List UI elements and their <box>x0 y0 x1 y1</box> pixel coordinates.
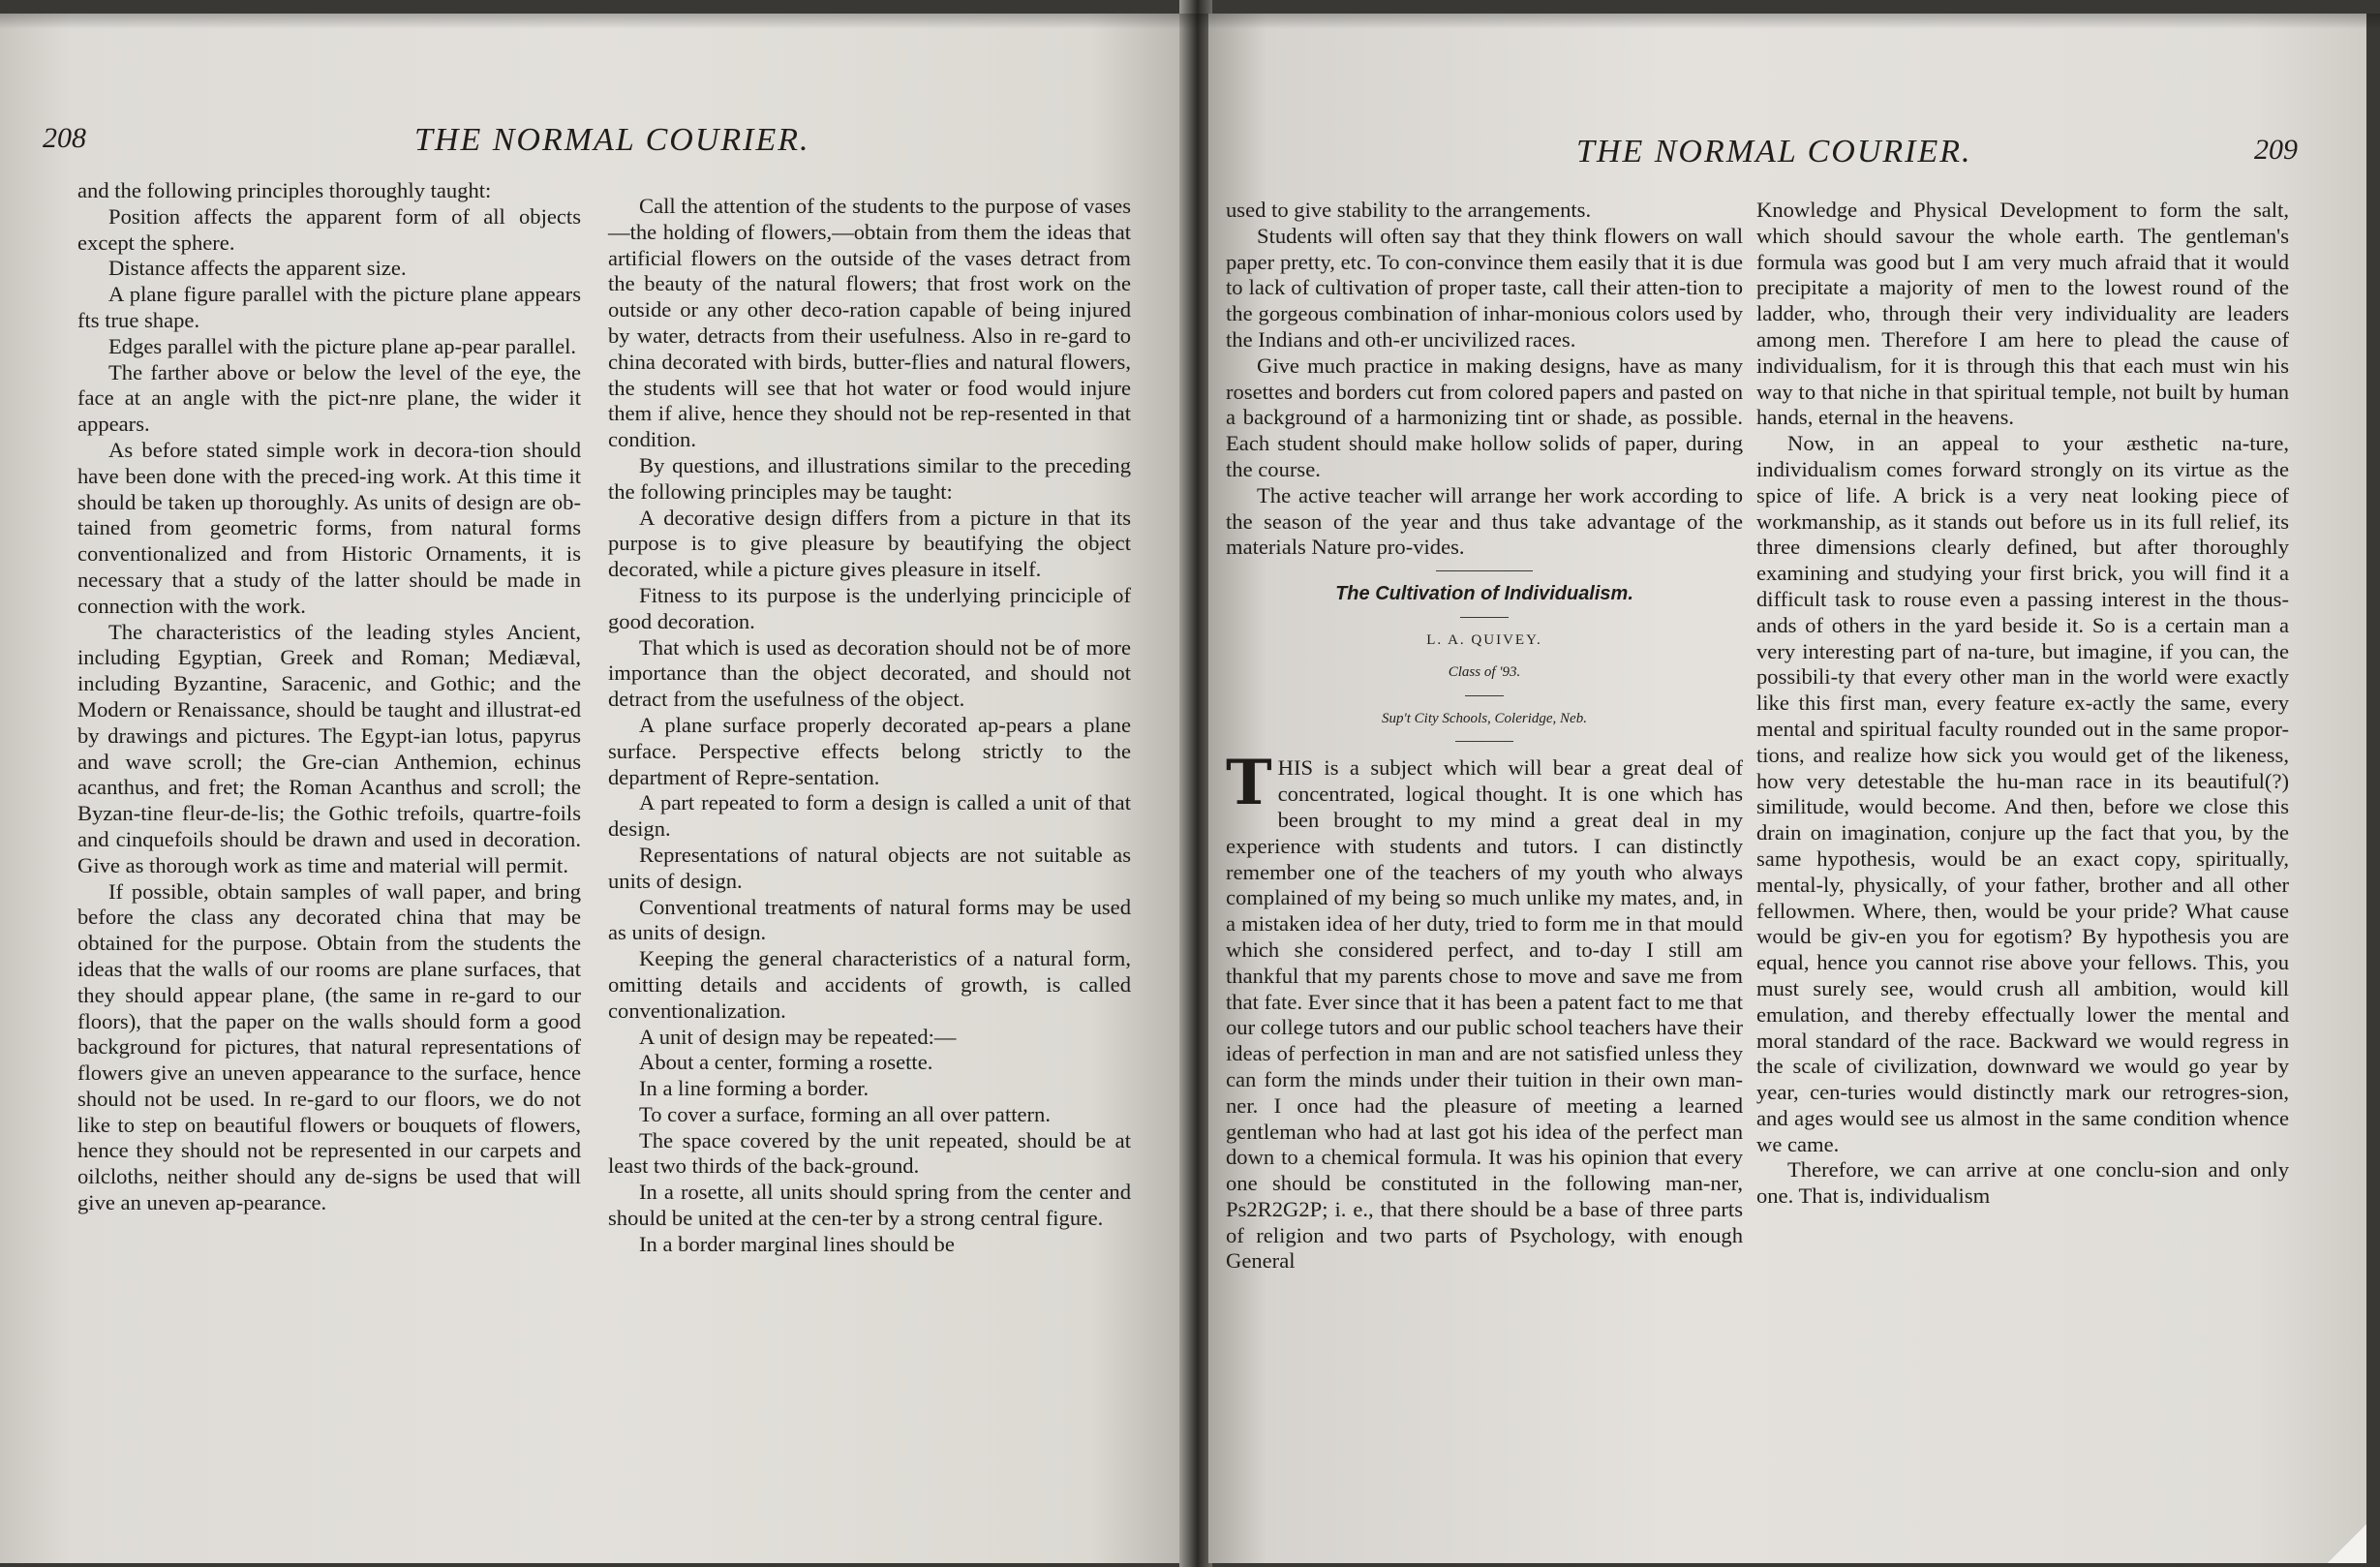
paragraph: To cover a surface, forming an all over pattern. <box>639 1101 1052 1126</box>
section-rule <box>1460 617 1509 618</box>
section-rule <box>1455 741 1513 742</box>
left-column-2 <box>608 194 1131 1258</box>
article-first-paragraph <box>1226 747 1743 1275</box>
book-gutter <box>1179 0 1212 1567</box>
paragraph: A plane surface properly decorated ap-pears a plane surface. Perspective effects belong strictly to the department of Repre-sentation. <box>608 712 1131 789</box>
page-corner-fold <box>2328 1524 2366 1563</box>
paragraph: In a border marginal lines should be <box>639 1231 955 1256</box>
right-column-1 <box>1226 198 1743 1275</box>
paragraph: About a center, forming a rosette. <box>639 1050 933 1075</box>
paragraph: By questions, and illustrations similar to the preceding the following principles may be taught: <box>608 452 1131 504</box>
drop-cap: T <box>1226 747 1272 820</box>
paragraph: A unit of design may be repeated:— <box>639 1024 957 1049</box>
paragraph: Give much practice in making designs, have as many rosettes and borders cut from colored papers and pasted on a background of a harmonizing tint or shade, as possible. Each student should make hollow solids of paper, during the course. <box>1226 353 1743 481</box>
page-number-left: 208 <box>43 122 86 154</box>
paragraph: If possible, obtain samples of wall paper, and bring before the class any decorated china that may be obtained for the purpose. Obtain from the students the ideas that the walls of our rooms are plane surfaces, that they should appear plane, (the same in re-gard to our floors), that the paper on the walls should form a good background for pictures, that natural representations of flowers give an uneven appearance to the surface, hence should not be used. In re-gard to our floors, we do not like to step on beautiful flowers or bouquets of flowers, hence they should not be represented in our carpets and oilcloths, neither should any de-signs be used that will give an uneven ap-pearance. <box>77 878 581 1215</box>
left-column-1 <box>77 178 581 1216</box>
section-rule <box>1436 570 1533 571</box>
top-shadow <box>0 14 2380 29</box>
paragraph: Keeping the general characteristics of a natural form, omitting details and accidents of growth, is called conventionalization. <box>608 946 1131 1023</box>
running-head-left: THE NORMAL COURIER. <box>414 122 810 158</box>
running-head-right: THE NORMAL COURIER. <box>1576 134 1972 169</box>
paragraph: Edges parallel with the picture plane ap-pear parallel. <box>108 333 577 358</box>
paragraph: As before stated simple work in decora-tion should have been done with the preced-ing work. At this time it should be taken up thoroughly. As units of design are ob-tained from geometric forms, from natural forms conventionalized and from Historic Ornaments, it is necessary that a study of the latter should be made in connection with the work. <box>77 437 581 618</box>
paragraph: used to give stability to the arrangements. <box>1226 198 1592 222</box>
paragraph: The space covered by the unit repeated, should be at least two thirds of the back-ground. <box>608 1127 1131 1179</box>
paragraph: The characteristics of the leading styles Ancient, including Egyptian, Greek and Roman; Mediæval, including Byzantine, Saracenic, and Gothic; and the Modern or Renaissance, should be taught and illustrat-ed by drawings and pictures. The Egypt-ian lotus, papyrus and wave scroll; the Gre-cian Anthemion, echinus acanthus, and fret; the Roman Acanthus and scroll; the Byzan-tine fleur-de-lis; the Gothic trefoils, quartre-foils and cinquefoils should be drawn and used in decoration. Give as thorough work as time and material will permit. <box>77 619 581 877</box>
paragraph: A plane figure parallel with the picture plane appears fts true shape. <box>77 282 581 332</box>
paragraph: That which is used as decoration should not be of more importance than the object decorated, and should not detract from the usefulness of the object. <box>608 634 1131 712</box>
right-page <box>1208 14 2366 1563</box>
paragraph: In a rosette, all units should spring from the center and should be united at the cen-ter by a strong central figure. <box>608 1180 1131 1231</box>
page-number-right: 209 <box>2254 134 2298 166</box>
paragraph: Call the attention of the students to the purpose of vases—the holding of flowers,—obtain from them the ideas that artificial flowers on the outside of the vases detract from the beauty of the natural flowers; that frost work on the outside or any other deco-ration capable of being injured by water, detracts from their usefulness. Also in re-gard to china decorated with birds, butter-flies and natural flowers, the students will see that hot water or food would injure them if alive, hence they should not be rep-resented in that condition. <box>608 194 1131 452</box>
paragraph: Knowledge and Physical Development to form the salt, which should savour the whole earth. The gentleman's formula was good but I am very much afraid that it would precipitate a majority of men to the lowest round of the ladder, who, through their very individuality are leaders among men. Therefore I am here to plead the cause of individualism, for it is through this that each must win his way to that niche in that spiritual temple, not built by human hands, eternal in the heavens. <box>1756 198 2289 430</box>
paragraph: In a line forming a border. <box>639 1076 870 1101</box>
paragraph: Representations of natural objects are not suitable as units of design. <box>608 842 1131 893</box>
article-position-line: Sup't City Schools, Coleridge, Neb. <box>1382 710 1587 726</box>
paragraph: Position affects the apparent form of all objects except the sphere. <box>77 203 581 255</box>
article-title: The Cultivation of Individualism. <box>1335 583 1633 605</box>
paragraph: Fitness to its purpose is the underlying princiciple of good decoration. <box>608 582 1131 633</box>
paragraph: The active teacher will arrange her work according to the season of the year and thus take advantage of the materials Nature pro-vides. <box>1226 482 1743 560</box>
right-column-2 <box>1756 198 2289 1210</box>
paragraph: A decorative design differs from a picture in that its purpose is to give pleasure by beautifying the object decorated, while a picture gives pleasure in itself. <box>608 505 1131 582</box>
article-class-line: Class of '93. <box>1448 663 1521 680</box>
paragraph: Conventional treatments of natural forms may be used as units of design. <box>608 894 1131 945</box>
paragraph: Now, in an appeal to your æsthetic na-ture, individualism comes forward strongly on its virtue as the spice of life. A brick is a very neat looking piece of workmanship, as it stands out before us in its full relief, its three dimensions clearly defined, but after thoroughly examining and studying your first brick, you will find it a difficult task to rouse even a passing interest in the thous-ands of others in the yard beside it. So is a certain man a very interesting part of na-ture, but imagine, if you can, the possibili-ty that every other man in the world were exactly like this first man, every feature ex-actly the same, every mental and spiritual faculty rounded out in the same propor-tions, and realize how sick you would get of the likeness, how very detestable the hu-man race in its beautiful(?) similitude, would become. And then, before we close this drain on imagination, conjure up the fact that you, by the same hypothesis, would be an exact copy, spiritually, mental-ly, physically, of your father, brother and all other fellowmen. Where, then, would be your pride? What cause would be giv-en you for egotism? By hypothesis you are equal, hence you cannot rise above your fellows. This, you must surely see, would crush all ambition, would kill emulation, and thereby effectually lower the mental and moral standard of the race. Backward we would regress in the scale of civilization, downward we would go year by year, cen-turies would distinctly mark our retrogres-sion, and ages would see us almost in the same condition whence we came. <box>1756 431 2289 1156</box>
article-author: L. A. QUIVEY. <box>1426 631 1542 648</box>
paragraph: and the following principles thoroughly taught: <box>77 178 492 202</box>
paragraph: Distance affects the apparent size. <box>108 256 407 281</box>
paragraph: A part repeated to form a design is called a unit of that design. <box>608 790 1131 842</box>
left-page <box>0 14 1183 1563</box>
section-rule <box>1465 695 1504 696</box>
paragraph: The farther above or below the level of the eye, the face at an angle with the pict-nre plane, the wider it appears. <box>77 359 581 437</box>
paragraph: Students will often say that they think flowers on wall paper pretty, etc. To con-convince them easily that it is due to lack of cultivation of proper taste, call their atten-tion to the gorgeous combination of inhar-monious colors used by the Indians and oth-er uncivilized races. <box>1226 223 1743 352</box>
paragraph: Therefore, we can arrive at one conclu-sion and only one. That is, individualism <box>1756 1157 2289 1209</box>
article-body-text: HIS is a subject which will bear a great deal of concentrated, logical thought. It is one which has been brought to my mind a great deal in my experience with students and tutors. I can distinctly remember one of the teachers of my youth who always complained of my being so much unlike my mates, and, in a mistaken idea of her duty, tried to form me in that mould which she considered perfect, and to-day I still am thankful that my parents chose to move and save me from that fate. Ever since that it has been a patent fact to me that our college tutors and our public school teachers have their ideas of perfection in man and are not satisfied unless they can form the minds under their tuition in their own man-ner. I once had the pleasure of meeting a learned gentleman who had at last got his idea of the perfect man down to a chemical formula. It was his opinion that every one should be constituted in the following man-ner, Ps2R2G2P; i. e., that there should be a base of three parts of religion and two parts of Psychology, with enough General <box>1226 755 1743 1274</box>
